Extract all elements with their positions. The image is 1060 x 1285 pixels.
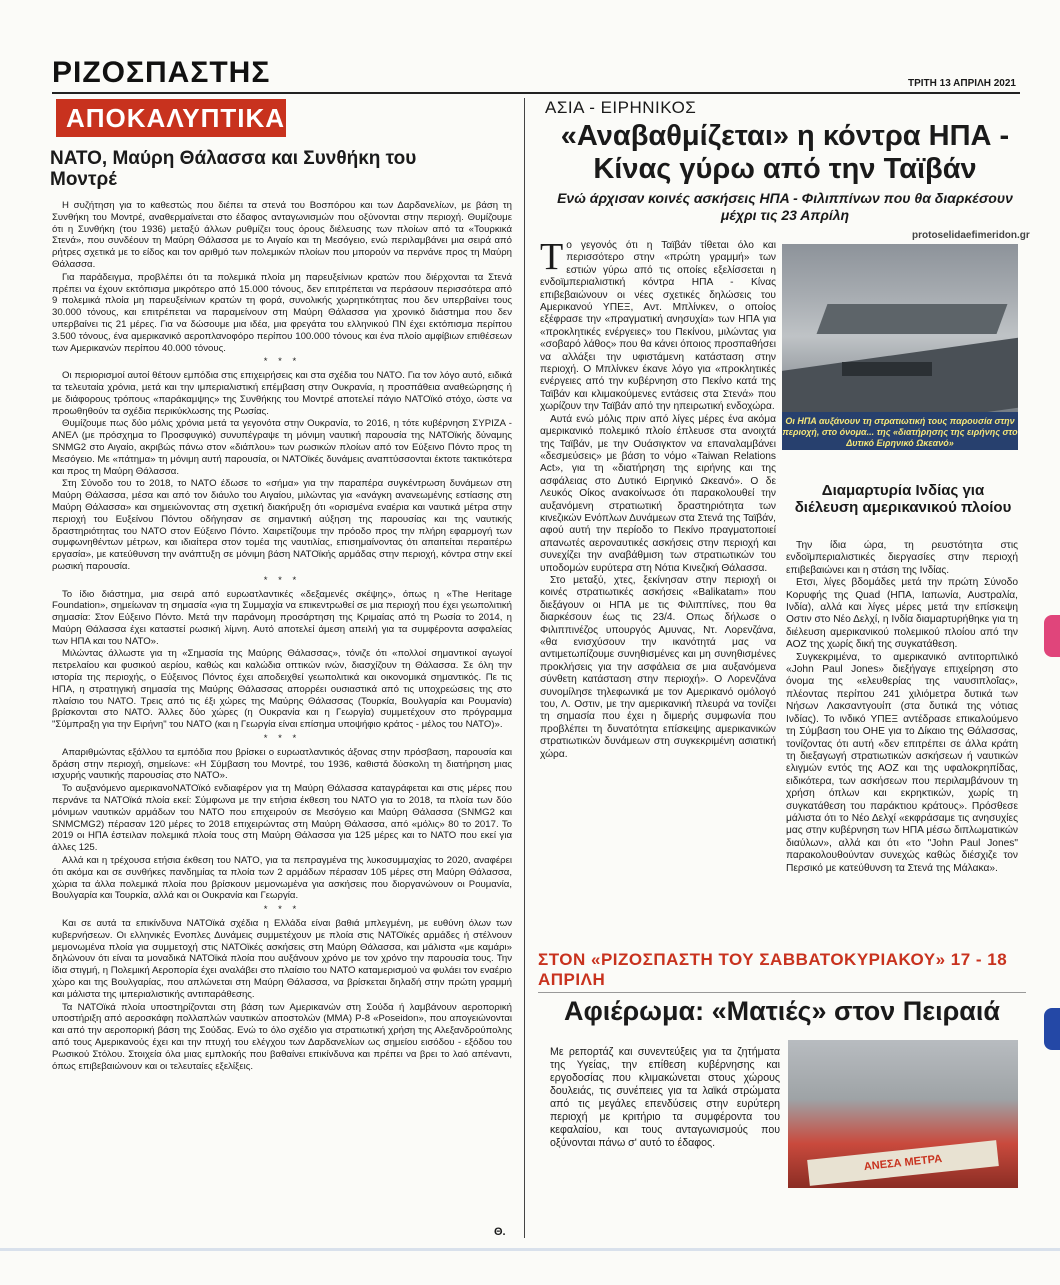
right-headline: «Αναβαθμίζεται» η κόντρα ΗΠΑ - Κίνας γύρω από την Ταϊβάν — [560, 120, 1010, 185]
left-article-body — [52, 200, 512, 1073]
paragraph: Το αυξανόμενο αμερικανοΝΑΤΟϊκό ενδιαφέρον για τη Μαύρη Θάλασσα καταγράφεται και στις μέρες που περνάνε τα ΝΑΤΟϊκά πλοία εκεί: Σύμφωνα με την ετήσια έκθεση του ΝΑΤΟ για το 2018, τα πλοία των δύο μόνιμων ναυτικών αρμάδων του ΝΑΤΟ που επιχειρούν σε Μεσόγειο και Μαύρη Θάλασσα (SNMG2 και SNMCMG2) πέρασαν 120 μέρες το 2018 επιχειρώντας στη Μαύρη Θάλασσα, από «μόλις» 80 το 2017. Το 2019 οι ΗΠΑ έστειλαν πολεμικά πλοία τους στη Μαύρη Θάλασσα για 125 μέρες και το ΝΑΤΟ που εκεί για άλλες 125. — [52, 783, 512, 854]
promo-title: Αφιέρωμα: «Ματιές» στον Πειραιά — [563, 996, 1000, 1026]
protest-banner: ΑΝΕΣΑ ΜΕΤΡΑ — [807, 1140, 999, 1186]
paragraph: Αλλά και η τρέχουσα ετήσια έκθεση του ΝΑΤΟ, για τα πεπραγμένα της λυκοσυμμαχίας το 2020, αναφέρει ότι ακόμα και σε συνθήκες πανδημίας τα πλοία των 2 αρμάδων πέρασαν 105 μέρες στη Μαύρη Θάλασσα, χώρια τα άλλα πολεμικά πλοία που βρίσκουν μεμονωμένα για ασκήσεις που διοργανώνουν οι Ρουμανία, Βουλγαρία και Τουρκία, αλλά και οι Ουκρανία και Γεωργία. — [52, 855, 512, 902]
paragraph: Το ίδιο διάστημα, μια σειρά από ευρωατλαντικές «δεξαμενές σκέψης», όπως η «The Heritage Foundation», σημείωναν τη σημασία «για τη Συμμαχία να επικεντρωθεί σε μια περιοχή που έχει γεωπολιτική σημασία: Στον Εύξεινο Πόντο. Μετά την παράνομη προσάρτηση της Κριμαίας από τη Ρωσία το 2014, η Μαύρη Θάλασσα έχει καταστεί ρωσική λίμνη. Αυτό αποτελεί άμεση απειλή για τα συμφέροντα ασφαλείας των ΗΠΑ και του ΝΑΤΟ». — [52, 588, 512, 647]
top-divider — [52, 92, 1020, 94]
separator-stars: * * * — [263, 356, 301, 368]
protest-photo — [788, 1040, 1018, 1188]
watermark: protoselidaefimeridon.gr — [912, 230, 1030, 241]
photo-caption: Οι ΗΠΑ αυξάνουν τη στρατιωτική τους παρουσία στην περιοχή, στο όνομα... της «διατήρησης της ειρήνης στο Δυτικό Ειρηνικό Ωκεανό» — [782, 412, 1018, 450]
paragraph: Στη Σύνοδο του το 2018, το ΝΑΤΟ έδωσε το «σήμα» για την παραπέρα συγκέντρωση δυνάμεων στη Μαύρη Θάλασσα, μέσα και από τον διάυλο του Αιγαίου, μιλώντας για «ανάγκη ανανεωμένης εστίασης στη Μαύρη Θάλασσα» και σημειώνοντας στη σχετική διακήρυξη ότι «ορισμένα εναέρια και ναυτικά μέτρα στην περιοχή του Ευξείνου Πόντου οδήγησαν σε σημαντική αύξηση της παρουσίας και της ναυτικής δραστηριότητας του ΝΑΤΟ στον Εύξεινο Πόντο. Χαιρετίζουμε την πρόοδο προς την πλήρη εφαρμογή των συμφωνηθέντων μέτρων, και ιδιαίτερα στον τομέα της ναυτιλίας, επισημαίνοντας ότι απαιτείται περαιτέρω εργασία», με κατεύθυνση την ανάπτυξη σε μόνιμη βάση ΝΑΤΟϊκής αρμάδας στην περιοχή, κόντρα στην εκεί ρωσική παρουσία. — [52, 478, 512, 572]
paragraph: Μιλώντας άλλωστε για τη «Σημασία της Μαύρης Θάλασσας», τόνιζε ότι «πολλοί σημαντικοί αγωγοί πετρελαίου και φυσικού αερίου, καθώς και καλώδια οπτικών ινών, διασχίζουν τη Θάλασσα. Σε όλη την ιστορία της περιοχής, ο Εύξεινος Πόντος έχει αποδειχθεί γεωπολιτικά και οικονομικά σημαντικός. Πε τις ΗΠΑ, η στρατηγική σημασία της Μαύρης Θάλασσας απορρέει ουσιαστικά από τις υποχρεώσεις της στο πλαίσιο του ΝΑΤΟ. Τρεις από τις έξι χώρες της Μαύρης Θάλασσας (Τουρκία, Βουλγαρία και Ρουμανία) βρίσκονται στο ΝΑΤΟ. Άλλες δύο χώρες (η Ουκρανία και η Γεωργία) συμμετέχουν στο πρόγραμμα "Σύμπραξη για την Ειρήνη" του ΝΑΤΟ (και η Γεωργία είναι επίσημα υποψήφιο κράτος - μέλος του ΝΑΤΟ)». — [52, 648, 512, 731]
paragraph: Και σε αυτά τα επικίνδυνα ΝΑΤΟϊκά σχέδια η Ελλάδα είναι βαθιά μπλεγμένη, με ευθύνη όλων των κυβερνήσεων. Οι ελληνικές Ενοπλες Δυνάμεις συμμετέχουν με πλοία στις ΝΑΤΟϊκές αρμάδες ή στέλνουν μεμονωμένα πλοία για συμμετοχή στις ΝΑΤΟϊκές ασκήσεις στη Μαύρη Θάλασσα, και μάλιστα «με καμάρι» δηλώνουν ότι είναι τα μοναδικά ΝΑΤΟϊκά πλοία που αυξάνουν χρόνο με τον χρόνο την παρουσία τους. Την ίδια στιγμή, η Πολεμική Αεροπορία έχει αναλάβει στο πλαίσιο του ΝΑΤΟ καταμερισμού να φυλάει τον εναέριο χώρο και της Βουλγαρίας, που απλώνεται στη Μαύρη Θάλασσα, να βρίσκεται δηλαδή στην πρώτη γραμμή και μάλιστα της ιμπεριαλιστικής αντιπαράθεσης. — [52, 918, 512, 1000]
jet-shape — [842, 362, 932, 376]
paragraph: Οι περιορισμοί αυτοί θέτουν εμπόδια στις επιχειρήσεις και στα σχέδια του ΝΑΤΟ. Για τον λόγο αυτό, ειδικά τα τελευταία χρόνια, μετά και την ιμπεριαλιστική επέμβαση στην Ουκρανία, η προσπάθεια αναθεώρησης ή με διάφορους τρόπους «παράκαμψης» της Συνθήκης του Μοντρέ αποτελεί πάγιο ΝΑΤΟϊκό στόχο, ώστε να προωθηθούν τα σχέδια περικύκλωσης της Ρωσίας. — [52, 370, 512, 417]
promo-top-line: ΣΤΟΝ «ΡΙΖΟΣΠΑΣΤΗ ΤΟΥ ΣΑΒΒΑΤΟΚΥΡΙΑΚΟΥ» 17 - 18 ΑΠΡΙΛΗ — [538, 950, 1008, 989]
masthead-logo: ΡΙΖΟΣΠΑΣΤΗΣ — [52, 56, 271, 89]
column-divider — [524, 98, 525, 1238]
bottom-divider — [0, 1248, 1060, 1251]
paragraph: Τα ΝΑΤΟϊκά πλοία υποστηρίζονται στη βάση των Αμερικανών στη Σούδα ή λαμβάνουν αεροπορική υποστήριξη από αεροσκάφη πολλαπλών ναυτικών αποστολών (ΜΜΑ) P-8 «Poseidon», που απογειώνονται και από την αεροπορική βάση της Σούδας. Ενώ το όλο σχέδιο για στρατιωτική χρήση της Αλεξανδρούπολης από τους Αμερικανούς έχει και την πτυχή του ελέγχου των Δαρδανελίων ως σημείου εισόδου - εξόδου του Ρωσικού Στόλου. Στοιχεία όλα μιας εμπλοκής που βαθαίνει επικίνδυνα και πρέπει να βρει το λαό απέναντι, όπως επιβεβαιώνουν και οι τελευταίες εξελίξεις. — [52, 1001, 512, 1072]
section-label: ΑΠΟΚΑΛΥΠΤΙΚΑ — [56, 99, 286, 137]
paragraph: Απαριθμώντας εξάλλου τα εμπόδια που βρίσκει ο ευρωατλαντικός άξονας στην πρόσβαση, παρουσία και δράση στην περιοχή, σημείωνε: «Η Σύμβαση του Μοντρέ, του 1936, καθιστά δύσκολη τη διατήρηση μιας ισχυρής ναυτικής παρουσίας στο ΝΑΤΟ». — [52, 746, 512, 782]
left-article-title: ΝΑΤΟ, Μαύρη Θάλασσα και Συνθήκη του Μοντρέ — [50, 148, 417, 190]
separator-stars: * * * — [263, 574, 301, 586]
paragraph: Η συζήτηση για το καθεστώς που διέπει τα στενά του Βοσπόρου και των Δαρδανελίων, με βάση τη Συνθήκη του Μοντρέ, αναθερμαίνεται στο έδαφος ανταγωνισμών που οξύνονται στην περιοχή. Θυμίζουμε ότι η Συνθήκη (του 1936) μεταξύ άλλων ρυθμίζει τους όρους διέλευσης των πλοίων από τα «Τουρκικά Στενά», που συνδέουν τη Μαύρη Θάλασσα με το Αιγαίο και τη Μεσόγειο, ενώ περιλαμβάνει μια σειρά από ρήτρες σχετικά με το είδος και τον αριθμό των πολεμικών πλοίων που μπορούν να περνάνε προς τη Μαύρη Θάλασσα. — [52, 200, 512, 270]
paragraph: Για παράδειγμα, προβλέπει ότι τα πολεμικά πλοία μη παρευξείνιων κρατών που διέρχονται τα Στενά πρέπει να έχουν εκτόπισμα μικρότερο από 15.000 τόνους, δεν επιτρέπεται να περάσουν περισσότερα από 9 πολεμικά πλοία μη παρευξείνιων κρατών τη φορά, συνολικής χωρητικότητας που δεν υπερβαίνει τους 30.000 τόνους, και επιτρέπεται να παραμείνουν στη Μαύρη Θάλασσα για χρονικό διάστημα που δεν υπερβαίνει τις 21 μέρες. Για να δώσουμε μια ιδέα, μια φρεγάτα του ελληνικού ΠΝ έχει εκτόπισμα περίπου 3.500 τόνους, ένα αμερικανικό αεροπλανοφόρο περίπου 100.000 τόνους και ένα πλοίο αμφίβιων επιθέσεων των Αμερικανών περίπου 40.000 τόνους. — [52, 271, 512, 354]
aircraft-carrier-photo — [782, 244, 1018, 412]
separator-stars: * * * — [263, 904, 301, 916]
author-signature: Θ. — [494, 1226, 506, 1238]
paragraph: Συγκεκριμένα, το αμερικανικό αντιτορπιλικό «John Paul Jones» διεξήγαγε επιχείρηση στο όνομα της «ελευθερίας της ναυσιπλοΐας», πλέοντας περίπου 241 χιλιόμετρα δυτικά των Νήσων Λακσαντγουίπ (στα δυτικά της νότιας Ινδίας). Το ινδικό ΥΠΕΞ αντέδρασε επικαλούμενο τη Σύμβαση του ΟΗΕ για το Δίκαιο της Θάλασσας, τονίζοντας ότι αυτή «δεν επιτρέπει σε άλλα κράτη τη διεξαγωγή στρατιωτικών ασκήσεων ή ναυτικών ελιγμών εντός της ΑΟΖ και της υφαλοκρηπίδας, ειδικότερα, των ασκήσεων που περιλαμβάνουν τη χρήση όπλων και εκρηκτικών, χωρίς τη συγκατάθεση του παράκτιου κράτους». Πρόσθεσε μάλιστα ότι το Νέο Δελχί «εκφράσαμε τις ανησυχίες μας στην κυβέρνηση των ΗΠΑ μέσω διπλωματικών διαύλων», αλλά και ότι «το "John Paul Jones" παρακολουθούνταν συνεχώς καθώς διέσχιζε τον Περσικό με κατεύθυνση τα Στενά της Μάλακα». — [786, 651, 1018, 874]
right-subtitle: Ενώ άρχισαν κοινές ασκήσεις ΗΠΑ - Φιλιππίνων που θα διαρκέσουν μέχρι τις 23 Απρίλη — [557, 190, 1013, 223]
promo-text: Με ρεπορτάζ και συνεντεύξεις για τα ζητήματα της Υγείας, την επίθεση κυβέρνησης και εργοδοσίας που κλιμακώνεται στους χώρους δουλειάς, τις συνέπειες για τα λαϊκά στρώματα από τις μεγάλες επενδύσεις στην ευρύτερη περιοχή με κριτήριο τα συμφέροντα του κεφαλαίου, και τους ανταγωνισμούς που οξύνονται πάνω σ' αυτό το έδαφος. — [550, 1046, 780, 1149]
drop-cap: Τ — [540, 236, 564, 278]
paragraph: Στο μεταξύ, χτες, ξεκίνησαν στην περιοχή οι κοινές στρατιωτικές ασκήσεις «Balikatam» που διεξάγουν οι ΗΠΑ με τις Φιλιππίνες, που θα διαρκέσουν έως τις 23/4. Οπως δήλωσε ο Φιλιππινέζος υπουργός Αμυνας, Ντ. Λορενζάνα, «θα ενισχύσουν την ικανότητά μας να αντιμετωπίζουμε συνηθισμένες και μη συνηθισμένες προκλήσεις για την ασφάλεια σε μια αυξανόμενα σύνθετη κατάσταση στην περιοχή». Ο Λορενζάνα συνομίλησε τηλεφωνικά με τον Αμερικανό ομόλογό του, Λ. Οστιν, με την αμερικανική πλευρά να τονίζει τη σημασία που έχει η διμερής συμφωνία που προβλέπει τη δυνατότητα επίσκεψης αμερικανικών στρατιωτικών δυνάμεων στη συγκεκριμένη ασιατική χώρα. — [540, 574, 776, 760]
paragraph: Ετσι, λίγες βδομάδες μετά την πρώτη Σύνοδο Κορυφής της Quad (ΗΠΑ, Ιαπωνία, Αυστραλία, Ινδία), αλλά και λίγες μέρες μετά την επίσκεψη Οστιν στο Νέο Δελχί, η Ινδία διαμαρτυρήθηκε για τη διέλευση αμερικανικού πολεμικού πλοίου από την ΑΟΖ της χωρίς δική της συγκατάθεση. — [786, 577, 1018, 651]
paragraph: ο γεγονός ότι η Ταϊβάν τίθεται όλο και περισσότερο στην «πρώτη γραμμή» των εστιών γύρω από τις οποίες εξελίσσεται η ενδοϊμπεριαλιστική κόντρα ΗΠΑ - Κίνας επιβεβαιώνουν οι νέες σχετικές δηλώσεις του Αμερικανού ΥΠΕΞ, Αντ. Μπλίνκεν, ο οποίος εξέφρασε την «πραγματική ανησυχία» των ΗΠΑ για «προκλητικές ενέργειες» του Πεκίνου, μιλώντας για «σοβαρό λάθος» που θα κάνει όποιος προσπαθήσει να αλλάξει την υφιστάμενη κατάσταση στην περιοχή. Ο Μπλίνκεν έκανε λόγο για «προκλητικές ενέργειες από την κυβέρνηση στο Πεκίνο κατά της Ταϊβάν και κλιμακούμενες εντάσεις στα Στενά» που χωρίζουν την Ταϊβάν από την ηπειρωτική ενδοχώρα. — [540, 240, 776, 413]
page-edge-tab — [1044, 1008, 1060, 1050]
separator-stars: * * * — [263, 733, 301, 745]
india-subhead: Διαμαρτυρία Ινδίας για διέλευση αμερικανικού πλοίου — [794, 482, 1012, 516]
ship-shape — [817, 304, 1008, 334]
india-body — [786, 540, 1018, 875]
right-article-body — [540, 236, 777, 761]
page-edge-tab — [1044, 615, 1060, 657]
promo-divider — [538, 992, 1026, 993]
paragraph: Την ίδια ώρα, τη ρευστότητα στις ενδοϊμπεριαλιστικές διεργασίες στην περιοχή επιβεβαιώνει και η στάση της Ινδίας. — [786, 540, 1018, 576]
paragraph: Αυτά ενώ μόλις πριν από λίγες μέρες ένα ακόμα αμερικανικό πολεμικό πλοίο έπλευσε στα ανοιχτά της Ταϊβάν, με την Ουάσιγκτον να επαναλαμβάνει «δεσμεύσεις» με βάση το νόμο «Taiwan Relations Act», για τη «διατήρηση της ειρήνης και της ασφάλειας στο Δυτικό Ειρηνικό Ωκεανό». Ο δε Λευκός Οίκος ανακοίνωσε ότι παρακολουθεί την αυξανόμενη στρατιωτική δραστηριότητα των κινεζικών Ενόπλων Δυνάμεων στα Στενά της Ταϊβάν, αφού αυτή την περίοδο το Πεκίνο πραγματοποιεί απανωτές αεροναυτικές ασκήσεις στην περιοχή και συνεχίζει την αναβάθμιση των στρατιωτικών του υποδομών ευρύτερα στη Νότια Κινεζική Θάλασσα. — [540, 413, 777, 574]
paragraph: Θυμίζουμε πως δύο μόλις χρόνια μετά τα γεγονότα στην Ουκρανία, το 2016, η τότε κυβέρνηση ΣΥΡΙΖΑ - ΑΝΕΛ (με πρόσχημα το Προσφυγικό) συνυπέγραψε τη μόνιμη ναυτική παρουσία της ΝΑΤΟϊκής δύναμης SNMG2 στο Αιγαίο, ακριβώς πάνω στον «διάπλου» των ρωσικών πλοίων από τον Εύξεινο Πόντο προς τη Μεσόγειο. Με «πάτημα» τη μόνιμη αυτή παρουσία, οι ΝΑΤΟϊκές δυνάμεις αναπτύσσονται έκτοτε τακτικότερα και προς τη Μαύρη Θάλασσα. — [52, 418, 512, 477]
weekend-promo — [538, 950, 1026, 1240]
right-kicker: ΑΣΙΑ - ΕΙΡΗΝΙΚΟΣ — [545, 98, 697, 117]
issue-date: ΤΡΙΤΗ 13 ΑΠΡΙΛΗ 2021 — [907, 78, 1016, 89]
